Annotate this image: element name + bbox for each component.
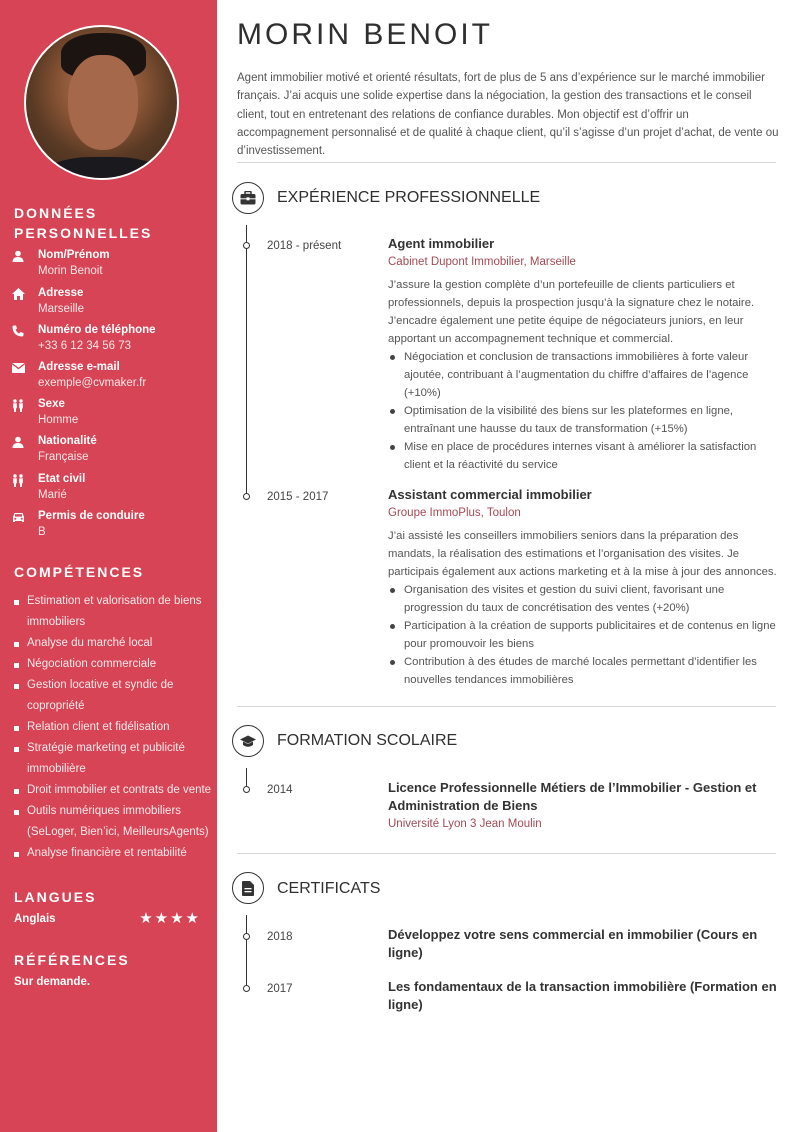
certificate-date: 2018 xyxy=(267,931,293,943)
photo-face xyxy=(68,55,138,150)
briefcase-icon xyxy=(232,182,264,214)
language-row xyxy=(14,911,204,929)
timeline-dot xyxy=(243,933,250,940)
item-label: Nom/Prénom xyxy=(38,249,110,261)
degree-title: Licence Professionnelle Métiers de l’Immobilier - Gestion et Administration de Biens xyxy=(388,780,757,813)
item-value: +33 6 12 34 56 73 xyxy=(38,340,132,352)
car-icon xyxy=(10,510,26,524)
personal-data-heading xyxy=(14,203,152,243)
achievement-item: Mise en place de procédures internes visant à améliorer la satisfaction client et la réactivité du service xyxy=(388,438,780,474)
experience-date: 2015 - 2017 xyxy=(267,491,329,503)
certificate-title: Développez votre sens commercial en immobilier (Cours en ligne) xyxy=(388,927,758,960)
star-rating-icon: ★★★★ xyxy=(139,910,201,927)
achievements-list xyxy=(388,581,780,689)
user-icon xyxy=(10,435,26,449)
sidebar xyxy=(0,0,217,1132)
experience-entry xyxy=(388,235,780,474)
company-name: Groupe ImmoPlus, Toulon xyxy=(388,507,521,519)
experience-date: 2018 - présent xyxy=(267,240,342,252)
skill-item: Analyse financière et rentabilité xyxy=(14,843,214,864)
item-value: exemple@cvmaker.fr xyxy=(38,377,147,389)
item-label: Sexe xyxy=(38,398,65,410)
certificate-entry xyxy=(388,926,780,962)
job-description: J’ai assisté les conseillers immobiliers seniors dans la préparation des mandats, la réalisation des estimations et l’organisation des visites. Je participais également aux actions marketing et à la mise à jour des annonces. xyxy=(388,530,777,578)
item-value: Morin Benoit xyxy=(38,265,103,277)
skill-item: Gestion locative et syndic de copropriété xyxy=(14,675,214,717)
graduation-cap-icon xyxy=(232,725,264,757)
skill-item: Droit immobilier et contrats de vente xyxy=(14,780,214,801)
experience-entry xyxy=(388,486,780,689)
references-heading: RÉFÉRENCES xyxy=(14,952,130,968)
envelope-icon xyxy=(10,361,26,375)
item-value: Marseille xyxy=(38,303,85,315)
item-value: Homme xyxy=(38,414,79,426)
certificate-entry xyxy=(388,978,780,1014)
skills-list xyxy=(14,591,214,864)
achievement-item: Contribution à des études de marché locales permettant d’identifier les nouvelles tendances immobilières xyxy=(388,653,780,689)
achievement-item: Participation à la création de supports publicitaires et de contenus en ligne pour promouvoir les biens xyxy=(388,617,780,653)
divider xyxy=(237,853,776,854)
user-icon xyxy=(10,249,26,263)
education-entry xyxy=(388,779,780,832)
certificate-date: 2017 xyxy=(267,983,293,995)
profile-photo xyxy=(24,25,179,180)
timeline-dot xyxy=(243,786,250,793)
language-name: Anglais xyxy=(14,913,56,925)
skill-item: Relation client et fidélisation xyxy=(14,717,214,738)
heading-line-2: PERSONNELLES xyxy=(14,225,153,241)
timeline-line xyxy=(246,915,247,989)
company-name: Cabinet Dupont Immobilier, Marseille xyxy=(388,256,576,268)
people-icon xyxy=(10,473,26,487)
school-name: Université Lyon 3 Jean Moulin xyxy=(388,818,542,830)
candidate-name: MORIN BENOIT xyxy=(237,18,494,51)
people-icon xyxy=(10,398,26,412)
divider xyxy=(237,706,776,707)
item-label: Etat civil xyxy=(38,473,86,485)
skill-item: Négociation commerciale xyxy=(14,654,214,675)
skill-item: Estimation et valorisation de biens immobiliers xyxy=(14,591,214,633)
item-value: Marié xyxy=(38,489,67,501)
timeline-dot xyxy=(243,242,250,249)
achievement-item: Optimisation de la visibilité des biens sur les plateformes en ligne, entraînant une hausse du taux de transformation (+15%) xyxy=(388,402,780,438)
references-text: Sur demande. xyxy=(14,976,91,988)
achievement-item: Négociation et conclusion de transactions immobilières à forte valeur ajoutée, contribuant à l’augmentation du chiffre d’affaires de l’agence (+10%) xyxy=(388,348,780,402)
item-label: Adresse xyxy=(38,287,84,299)
education-date: 2014 xyxy=(267,784,293,796)
timeline-dot xyxy=(243,985,250,992)
divider xyxy=(237,162,776,163)
profile-summary: Agent immobilier motivé et orienté résultats, fort de plus de 5 ans d’expérience sur le marché immobilier français. J’ai acquis une solide expertise dans la négociation, la gestion des transactions et le conseil client, tout en entretenant des relations de confiance durables. Mon objectif est d’offrir un accompagnement personnalisé et de qualité à chaque client, qu’il s’agisse d’un projet d’achat, de vente ou d’investissement. xyxy=(237,72,779,158)
education-heading: FORMATION SCOLAIRE xyxy=(277,732,458,749)
item-label: Numéro de téléphone xyxy=(38,324,156,336)
job-title: Agent immobilier xyxy=(388,236,495,251)
item-label: Adresse e-mail xyxy=(38,361,120,373)
skill-item: Analyse du marché local xyxy=(14,633,214,654)
languages-heading: LANGUES xyxy=(14,889,97,905)
job-description: J’assure la gestion complète d’un portefeuille de clients particuliers et professionnels, depuis la prospection jusqu’à la signature chez le notaire. J’encadre également une petite équipe de négociateurs juniors, en leur apportant un accompagnement technique et commercial. xyxy=(388,279,755,345)
skills-heading: COMPÉTENCES xyxy=(14,564,145,580)
timeline-line xyxy=(246,225,247,497)
achievement-item: Organisation des visites et gestion du suivi client, favorisant une progression du taux de concrétisation des ventes (+20%) xyxy=(388,581,780,617)
home-icon xyxy=(10,287,26,301)
achievements-list xyxy=(388,348,780,474)
skill-item: Outils numériques immobiliers (SeLoger, Bien’ici, MeilleursAgents) xyxy=(14,801,214,843)
certificate-title: Les fondamentaux de la transaction immobilière (Formation en ligne) xyxy=(388,979,777,1012)
skill-item: Stratégie marketing et publicité immobilière xyxy=(14,738,214,780)
timeline-dot xyxy=(243,493,250,500)
document-icon xyxy=(232,872,264,904)
item-value: Française xyxy=(38,451,89,463)
job-title: Assistant commercial immobilier xyxy=(388,487,592,502)
item-value: B xyxy=(38,526,46,538)
item-label: Permis de conduire xyxy=(38,510,145,522)
certificates-heading: CERTIFICATS xyxy=(277,880,381,897)
heading-line-1: DONNÉES xyxy=(14,205,98,221)
item-label: Nationalité xyxy=(38,435,97,447)
photo-shirt xyxy=(46,157,161,180)
phone-icon xyxy=(10,324,26,338)
experience-heading: EXPÉRIENCE PROFESSIONNELLE xyxy=(277,189,541,206)
